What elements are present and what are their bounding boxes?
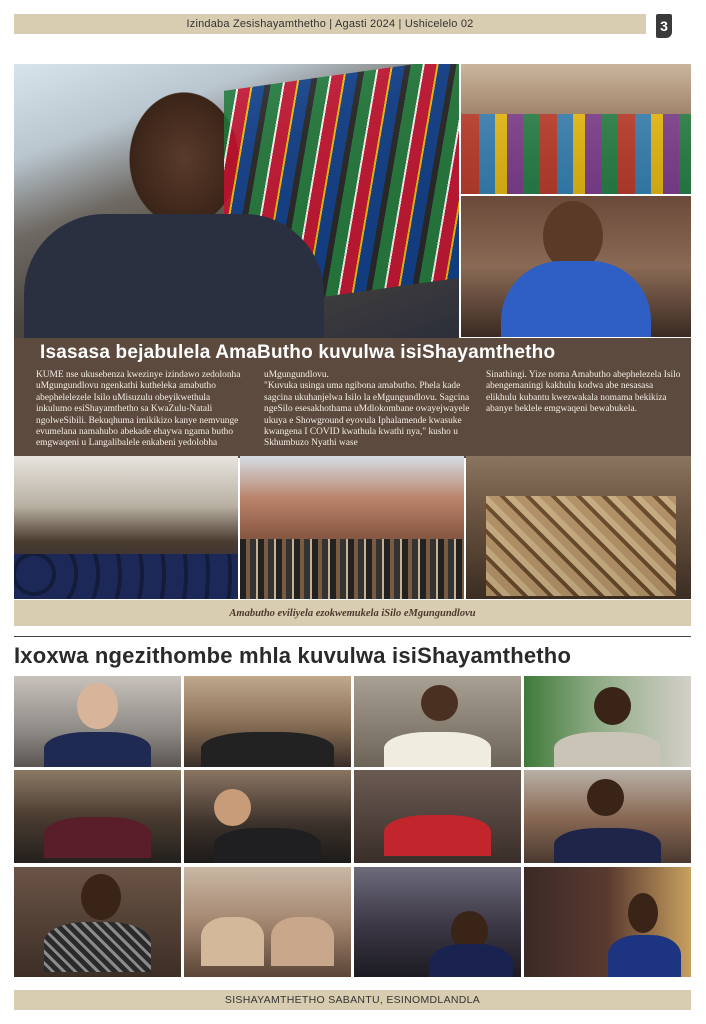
feature-headline-band <box>14 338 691 370</box>
crowd-graphic <box>240 539 464 599</box>
photo-caption-text: Amabutho eviliyela ezokwemukela iSilo eMgungundlovu <box>229 607 476 619</box>
leopard-skin-graphic <box>486 496 676 596</box>
feature-headline: Isasasa bejabulela AmaButho kuvulwa isiShayamthetho <box>40 342 556 363</box>
gallery-photo <box>184 770 351 863</box>
gallery-photo <box>14 867 181 977</box>
feature-column-2: uMgungundlovu. "Kuvuka usinga uma ngibona amabutho. Phela kade sagcina ukuhanjelwa Isilo la eMgungundlovu. Sagcina ngeSilo esesakhothama uMdlokombane owayejwayele ukuya e Showground eyovula Iphalamende kwasuke kwangena I COVID kwathula kwathi nya," kusho u Skhumbuzo Nyathi wase <box>264 370 470 449</box>
gallery-photo <box>354 867 521 977</box>
section-divider <box>14 636 691 637</box>
feature-body <box>14 370 691 458</box>
speaker-suit-graphic <box>24 214 324 338</box>
running-header-text: Izindaba Zesishayamthetho | Agasti 2024 | Ushicelelo 02 <box>186 18 474 30</box>
photo-crowd-at-building <box>240 456 464 599</box>
footer-text: SISHAYAMTHETHO SABANTU, ESINOMDLANDLA <box>224 994 481 1006</box>
gallery-photo <box>184 676 351 767</box>
page-number: 3 <box>656 14 672 38</box>
running-header <box>14 14 646 34</box>
police-caps-graphic <box>14 554 238 599</box>
gallery-photo <box>524 676 691 767</box>
footer-bar <box>14 990 691 1010</box>
feature-column-1: KUME nse ukusebenza kwezinye izindawo zedolonha uMgungundlovu ngenkathi kutheleka amabutho abephelelezele Isilo uMisuzulu obeyikwethula inkulumo esiShayamthetho sa KwaZulu-Natali ngolweSibili. Bekuqhuma imikikizo kanye nemvunge evumelana namahubo abekade ehaywa ngama butho emgwaqeni u Langalibalele enkabeni yedolobha <box>36 370 241 449</box>
crowd-graphic <box>461 114 691 194</box>
gallery-title: Ixoxwa ngezithombe mhla kuvulwa isiShayamthetho <box>14 643 572 668</box>
gallery-photo <box>14 676 181 767</box>
photo-caption <box>14 600 691 626</box>
gallery-photo <box>184 867 351 977</box>
gallery-photo <box>14 770 181 863</box>
gallery-photo <box>354 676 521 767</box>
feature-column-3: Sinathingi. Yize noma Amabutho abephelezela Isilo abengemaningi kakhulu kodwa abe nesasasa elikhulu kubantu kwezwakala nomama bekikiza abanye beklele emgwaqeni bewabukela. <box>486 370 681 415</box>
gallery-photo <box>524 770 691 863</box>
photo-amabutho-procession <box>14 456 238 599</box>
photo-warriors-in-skins <box>466 456 691 599</box>
gallery-photo <box>524 867 691 977</box>
photo-woman-portrait <box>461 196 691 337</box>
dress-graphic <box>501 261 651 337</box>
photo-women-in-traditional-dress <box>461 64 691 194</box>
hero-photo-speaker-with-flags <box>14 64 459 338</box>
gallery-photo <box>354 770 521 863</box>
